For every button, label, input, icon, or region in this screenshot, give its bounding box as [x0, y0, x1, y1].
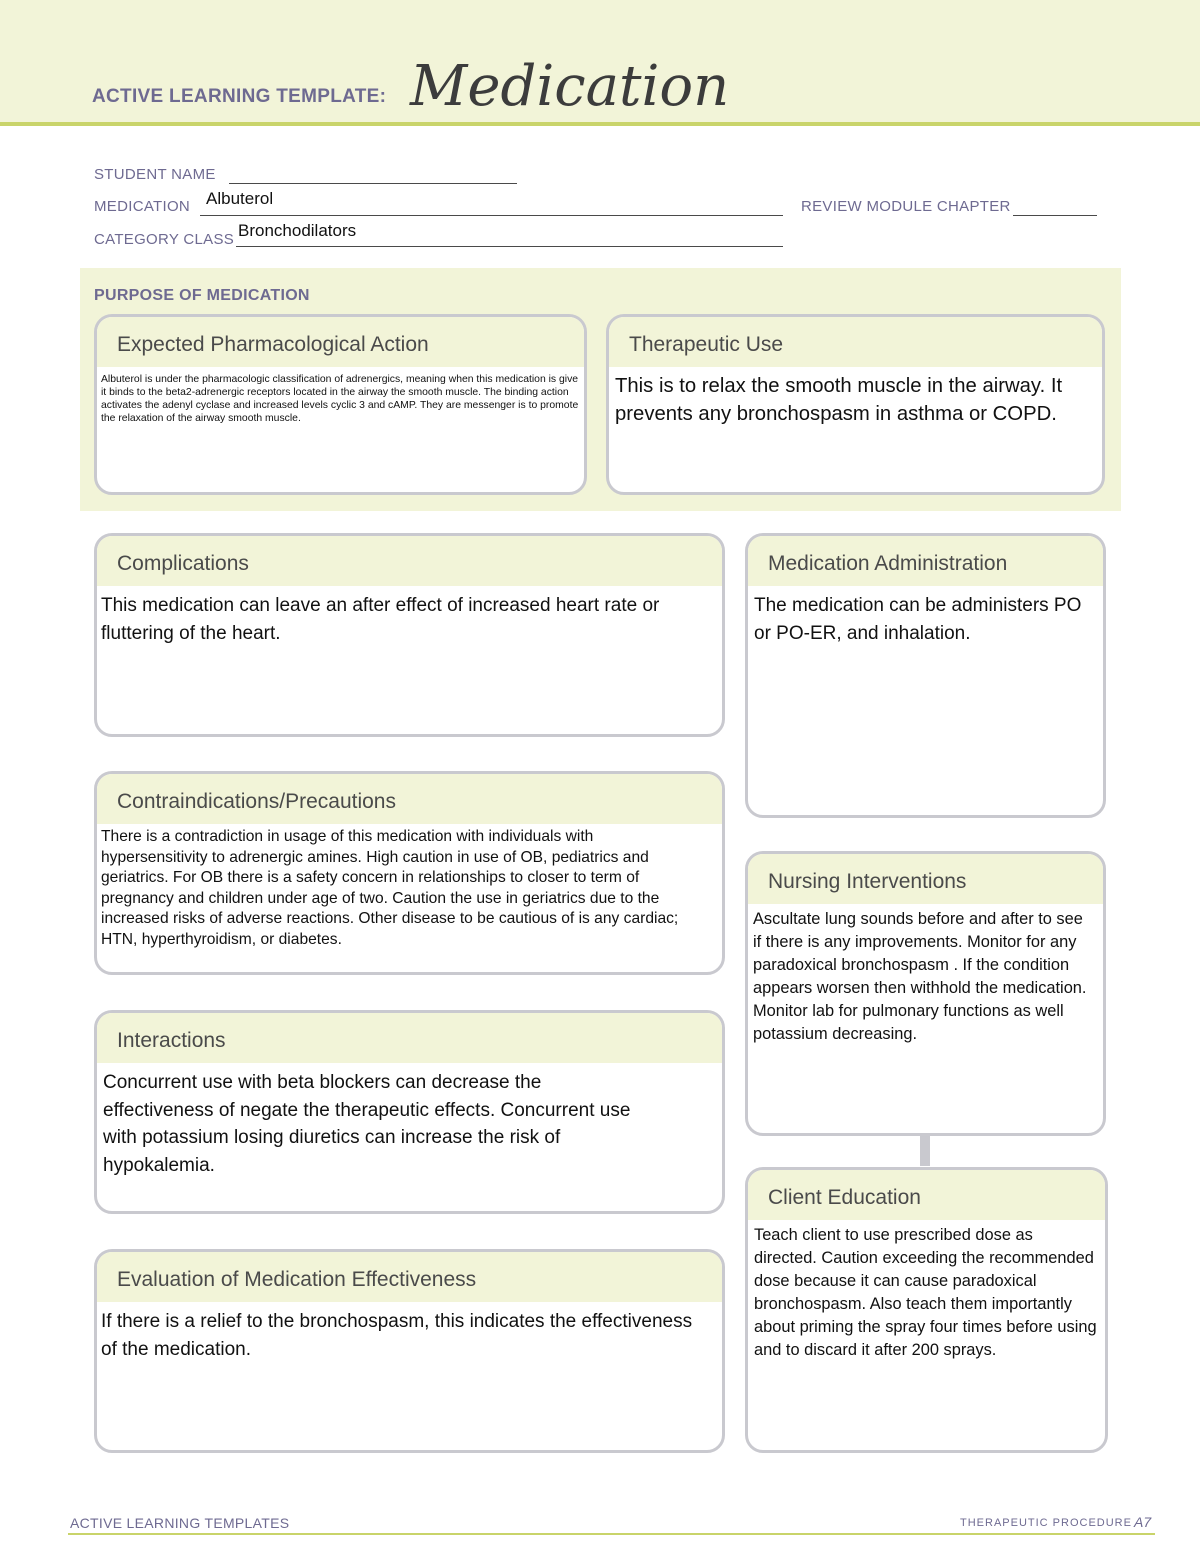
expected-action-body[interactable]: Albuterol is under the pharmacologic classification of adrenergics, meaning when this medication is give it binds to the beta2-adrenergic receptors located in the airway the smooth muscle. The binding action activates the adenyl cyclase and increased levels cyclic 3 and cAMP. They are messenger is to promote the relaxation of the airway smooth muscle.	[101, 374, 579, 424]
nursing-interventions-title: Nursing Interventions	[748, 854, 1103, 904]
footer-page-number: A7	[1134, 1514, 1152, 1530]
complications-body[interactable]: This medication can leave an after effect of increased heart rate or fluttering of the heart.	[101, 595, 660, 644]
medication-administration-card	[745, 533, 1106, 818]
footer-left-label: ACTIVE LEARNING TEMPLATES	[70, 1515, 290, 1531]
client-education-body[interactable]: Teach client to use prescribed dose as directed. Caution exceeding the recommended dose because it can cause paradoxical bronchospasm. Also teach them importantly about priming the spray four times before using and to discard it after 200 sprays.	[754, 1226, 1097, 1359]
student-name-label: STUDENT NAME	[94, 166, 216, 183]
contraindications-title: Contraindications/Precautions	[97, 774, 722, 824]
connector-bar	[920, 1134, 930, 1166]
complications-card	[94, 533, 725, 737]
contraindications-card	[94, 771, 725, 975]
interactions-title: Interactions	[97, 1013, 722, 1063]
category-class-field[interactable]: Bronchodilators	[238, 221, 357, 240]
category-class-label: CATEGORY CLASS	[94, 231, 235, 248]
expected-action-title: Expected Pharmacological Action	[97, 317, 584, 367]
nursing-interventions-card	[745, 851, 1106, 1136]
header-rule	[0, 122, 1200, 126]
medication-administration-body[interactable]: The medication can be administers PO or PO-ER, and inhalation.	[754, 595, 1082, 644]
footer-right-label: THERAPEUTIC PROCEDURE	[960, 1517, 1132, 1529]
medication-field[interactable]: Albuterol	[206, 189, 274, 208]
interactions-body[interactable]: Concurrent use with beta blockers can decrease the effectiveness of negate the therapeutic effects. Concurrent use with potassium losing diuretics can increase the risk of hypokalemia.	[103, 1072, 631, 1176]
interactions-card	[94, 1010, 725, 1214]
medication-label: MEDICATION	[94, 198, 191, 215]
review-module-line	[1013, 215, 1097, 216]
expected-action-card	[94, 314, 587, 495]
nursing-interventions-body[interactable]: Ascultate lung sounds before and after to see if there is any improvements. Monitor for any paradoxical bronchospasm . If the condition appears worsen then withhold the medication. Monitor lab for pulmonary functions as well potassium decreasing.	[753, 910, 1087, 1043]
contraindications-body[interactable]: There is a contradiction in usage of this medication with individuals with hypersensitivity to adrenergic amines. High caution in use of OB, pediatrics and geriatrics. For OB there is a safety concern in relationships to closer to term of pregnancy and children under age of two. Caution the use in geriatrics due to the increased risks of adverse reactions. Other disease to be cautious of is any cardiac; HTN, hyperthyroidism, or diabetes.	[101, 828, 679, 948]
client-education-title: Client Education	[748, 1170, 1105, 1220]
footer-rule	[68, 1533, 1155, 1535]
template-label: ACTIVE LEARNING TEMPLATE:	[92, 86, 387, 107]
student-name-line	[229, 183, 517, 184]
review-module-label: REVIEW MODULE CHAPTER	[801, 198, 1011, 215]
therapeutic-use-title: Therapeutic Use	[609, 317, 1102, 367]
template-title: Medication	[410, 54, 730, 119]
evaluation-title: Evaluation of Medication Effectiveness	[97, 1252, 722, 1302]
evaluation-card	[94, 1249, 725, 1453]
therapeutic-use-body[interactable]: This is to relax the smooth muscle in the airway. It prevents any bronchospasm in asthma or COPD.	[615, 375, 1063, 425]
client-education-card	[745, 1167, 1108, 1453]
complications-title: Complications	[97, 536, 722, 586]
evaluation-body[interactable]: If there is a relief to the bronchospasm, this indicates the effectiveness of the medication.	[101, 1311, 693, 1360]
therapeutic-use-card	[606, 314, 1105, 495]
medication-line	[200, 215, 783, 216]
purpose-heading: PURPOSE OF MEDICATION	[94, 287, 310, 304]
category-class-line	[236, 246, 783, 247]
medication-administration-title: Medication Administration	[748, 536, 1103, 586]
